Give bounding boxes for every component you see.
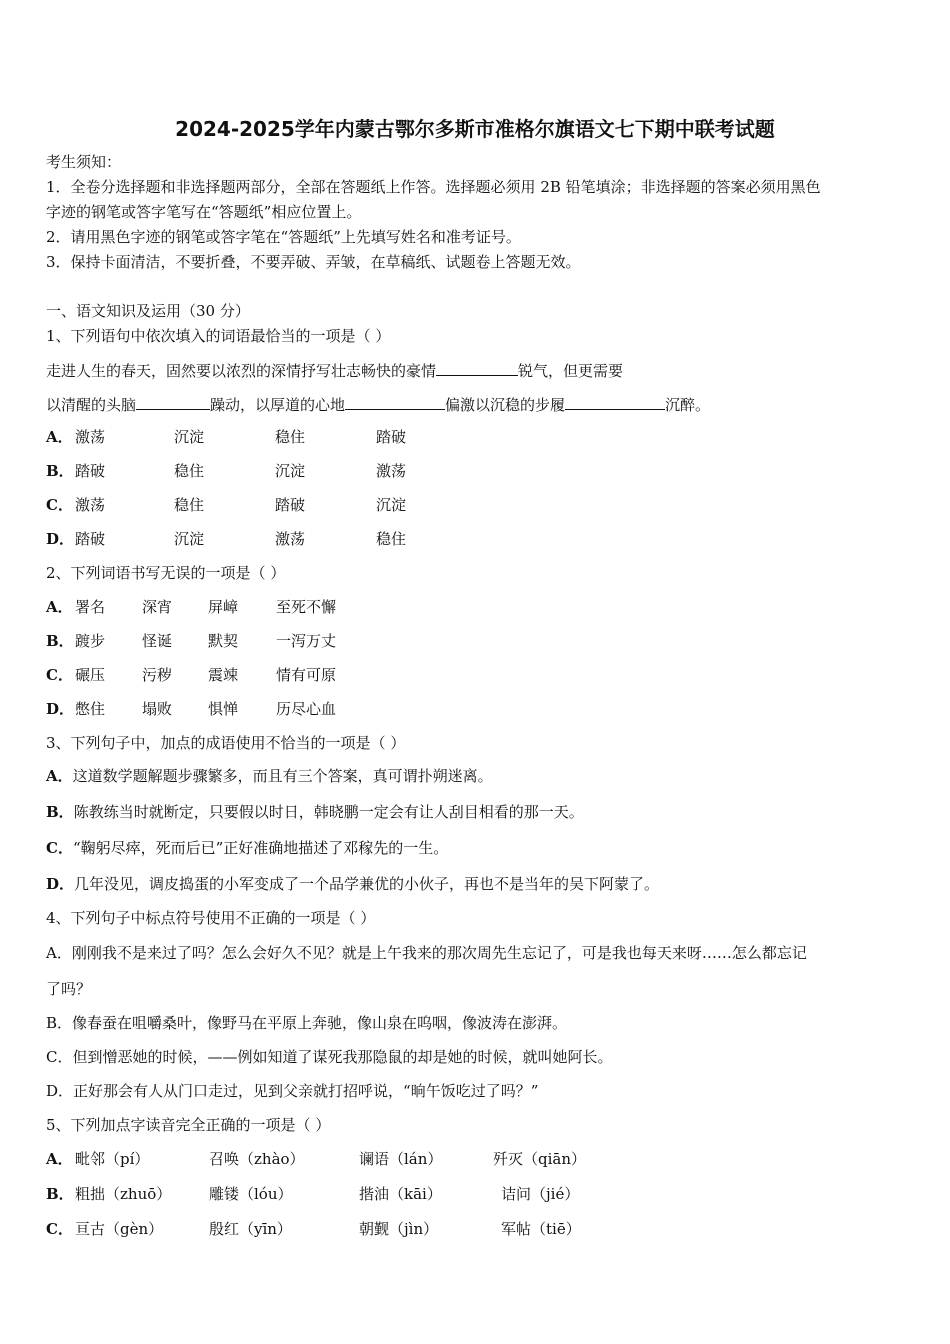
option-text: 惧惮 [208,700,239,718]
section-heading: 一、语文知识及运用（30 分） [46,302,250,320]
option-label: D． [46,700,75,718]
option-text: 踏破 [75,462,106,480]
q4-option-d: D．正好那会有人从门口走过，见到父亲就打招呼说，“晌午饭吃过了吗？” [46,1082,539,1100]
q5-option-a [46,1150,926,1168]
option-text: 朝觐（jìn） [359,1220,439,1238]
option-text: 稳住 [275,428,306,446]
option-text: 毗邻（pí） [75,1150,150,1168]
option-text: 诘问（jié） [501,1185,580,1203]
q1-text: 以清醒的头脑 [46,396,137,414]
option-text: 谰语（lán） [359,1150,443,1168]
option-label: A． [46,767,73,785]
option-label: C． [46,839,73,857]
option-text: 陈教练当时就断定，只要假以时日，韩晓鹏一定会有让人刮目相看的那一天。 [73,803,584,821]
fill-blank [136,395,210,410]
q1-text: 躁动，以厚道的心地 [210,396,346,414]
q1-option-d [46,530,926,548]
option-text: 稳住 [174,462,205,480]
option-label: D． [46,530,75,548]
notice-line-1a: 1．全卷分选择题和非选择题两部分，全部在答题纸上作答。选择题必须用 2B 铅笔填涂；非选择题的答案必须用黑色 [46,178,821,196]
option-text: 踱步 [75,632,106,650]
option-text: 至死不懈 [276,598,337,616]
q3-option-b [46,803,584,821]
option-label: B． [46,803,74,821]
q2-stem: 2、下列词语书写无误的一项是（ ） [46,564,286,582]
q3-option-d [46,875,659,893]
option-text: 碾压 [75,666,106,684]
option-text: 粗拙（zhuō） [75,1185,172,1203]
option-text: 默契 [208,632,239,650]
q1-stem: 1、下列语句中依次填入的词语最恰当的一项是（ ） [46,327,391,345]
option-text: 激荡 [75,428,106,446]
q1-option-b [46,462,926,480]
option-text: 沉淀 [174,530,205,548]
option-text: 历尽心血 [276,700,337,718]
option-text: 沉淀 [376,496,407,514]
q4-stem: 4、下列句子中标点符号使用不正确的一项是（ ） [46,909,376,927]
q3-option-a [46,767,493,785]
q1-text: 锐气，但更需要 [518,362,624,380]
option-text: 揩油（kāi） [359,1185,442,1203]
option-label: C． [46,666,73,684]
q1-option-a [46,428,926,446]
option-text: 激荡 [376,462,407,480]
q2-option-d [46,700,926,718]
option-label: A． [46,598,73,616]
option-text: 沉淀 [275,462,306,480]
option-text: 憋住 [75,700,106,718]
option-label: B． [46,1185,74,1203]
fill-blank [565,395,665,410]
option-label: C． [46,1220,73,1238]
q5-option-c [46,1220,926,1238]
option-text: 震竦 [208,666,239,684]
option-text: 塌败 [142,700,173,718]
option-text: 污秽 [142,666,173,684]
option-text: 一泻万丈 [276,632,337,650]
option-text: “鞠躬尽瘁，死而后已”正好准确地描述了邓稼先的一生。 [72,839,449,857]
q1-option-c [46,496,926,514]
q1-text: 沉醉。 [665,396,711,414]
option-label: A． [46,428,73,446]
option-text: 殷红（yīn） [209,1220,292,1238]
q5-option-b [46,1185,926,1203]
option-text: 召唤（zhào） [209,1150,305,1168]
option-text: 踏破 [75,530,106,548]
option-text: 沉淀 [174,428,205,446]
option-text: 稳住 [174,496,205,514]
option-text: 亘古（gèn） [75,1220,164,1238]
option-text: 踏破 [376,428,407,446]
page-title: 2024-2025学年内蒙古鄂尔多斯市准格尔旗语文七下期中联考试题 [175,117,775,141]
q4-option-c: C．但到憎恶她的时候，——例如知道了谋死我那隐鼠的却是她的时候，就叫她阿长。 [46,1048,613,1066]
option-label: C． [46,496,73,514]
option-text: 歼灭（qiān） [493,1150,587,1168]
q1-text: 走进人生的春天，固然要以浓烈的深情抒写壮志畅快的豪情 [46,362,437,380]
q4-option-a-line2: 了吗？ [46,980,92,998]
option-text: 雕镂（lóu） [209,1185,293,1203]
option-text: 怪诞 [142,632,173,650]
q2-option-b [46,632,926,650]
option-label: A． [46,1150,73,1168]
option-text: 屏嶂 [208,598,239,616]
option-label: D． [46,875,75,893]
notice-line-3: 3．保持卡面清洁，不要折叠，不要弄破、弄皱，在草稿纸、试题卷上答题无效。 [46,253,581,271]
q4-option-b: B．像春蚕在咀嚼桑叶，像野马在平原上奔驰，像山泉在呜咽，像波涛在澎湃。 [46,1014,568,1032]
q3-option-c [46,839,448,857]
option-label: B． [46,462,74,480]
q1-text: 偏激以沉稳的步履 [445,396,566,414]
option-text: 激荡 [275,530,306,548]
option-text: 情有可原 [276,666,337,684]
option-text: 稳住 [376,530,407,548]
notice-line-2: 2．请用黑色字迹的钢笔或答字笔在“答题纸”上先填写姓名和准考证号。 [46,228,521,246]
q5-stem: 5、下列加点字读音完全正确的一项是（ ） [46,1116,331,1134]
q2-option-c [46,666,926,684]
q2-option-a [46,598,926,616]
q4-option-a-line1: A．刚刚我不是来过了吗？怎么会好久不见？就是上午我来的那次周先生忘记了，可是我也每天来呀……怎么都忘记 [46,944,807,962]
option-text: 署名 [75,598,106,616]
option-text: 踏破 [275,496,306,514]
option-text: 激荡 [75,496,106,514]
q1-sentence-line-1 [46,361,623,380]
fill-blank [436,361,518,376]
option-text: 这道数学题解题步骤繁多，而且有三个答案，真可谓扑朔迷离。 [72,767,493,785]
option-label: B． [46,632,74,650]
fill-blank [345,395,445,410]
notice-line-1b: 字迹的钢笔或答字笔写在“答题纸”相应位置上。 [46,203,362,221]
option-text: 军帖（tiē） [501,1220,581,1238]
q1-sentence-line-2 [46,395,710,414]
option-text: 深宵 [142,598,173,616]
option-text: 几年没见，调皮捣蛋的小军变成了一个品学兼优的小伙子，再也不是当年的吴下阿蒙了。 [74,875,660,893]
q3-stem: 3、下列句子中，加点的成语使用不恰当的一项是（ ） [46,734,406,752]
notice-heading: 考生须知： [46,153,122,171]
